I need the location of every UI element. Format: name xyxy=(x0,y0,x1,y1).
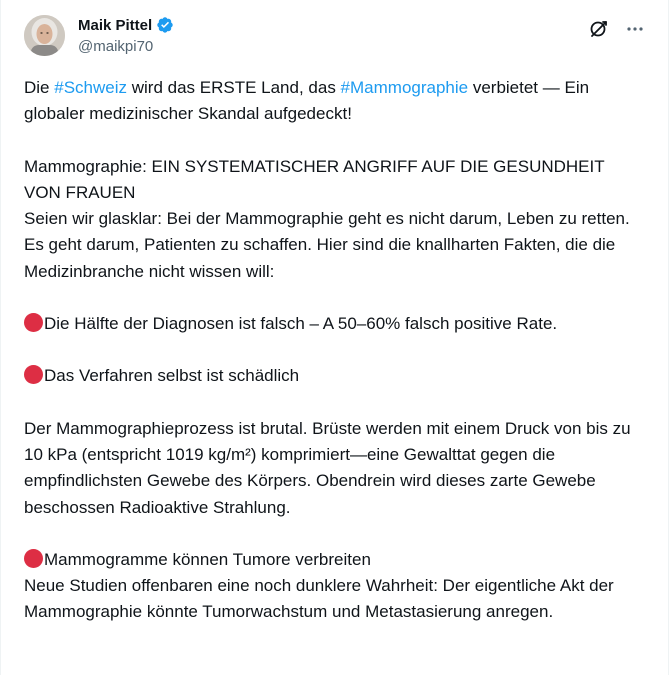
post-header xyxy=(24,12,652,60)
bullet-point-1-text: Die Hälfte der Diagnosen ist falsch – A 50–60% falsch positive Rate. xyxy=(44,314,558,334)
red-circle-emoji xyxy=(24,549,43,568)
more-icon[interactable] xyxy=(624,18,646,40)
display-name[interactable]: Maik Pittel xyxy=(78,16,153,34)
red-circle-emoji xyxy=(24,313,43,332)
post-intro xyxy=(24,75,644,128)
bullet-point-2-text: Das Verfahren selbst ist schädlich xyxy=(44,366,300,386)
section-body: Seien wir glasklar: Bei der Mammographie geht es nicht darum, Leben zu retten. Es geht darum, Patienten zu schaffen. Hier sind die knallharten Fakten, die die Medizinbranche nicht wissen will: xyxy=(24,209,630,281)
bullet-point-3 xyxy=(24,547,644,573)
author-names xyxy=(78,15,174,55)
verified-badge-icon[interactable] xyxy=(156,16,174,34)
bullet-point-3-text: Mammogramme können Tumore verbreiten xyxy=(44,549,371,569)
hashtag-mammographie[interactable]: #Mammographie xyxy=(340,78,469,97)
author-handle[interactable]: @maikpi70 xyxy=(78,38,154,55)
bullet-point-1 xyxy=(24,311,644,337)
intro-text-start: Die xyxy=(24,78,55,97)
grok-icon[interactable] xyxy=(588,18,610,40)
avatar[interactable] xyxy=(24,15,65,56)
bullet-point-2 xyxy=(24,363,644,389)
section-title: Mammographie: EIN SYSTEMATISCHER ANGRIFF AUF DIE GESUNDHEIT VON FRAUEN xyxy=(24,156,605,202)
post-text xyxy=(24,75,644,626)
intro-text-end: verbietet — Ein globaler medizinischer Skandal aufgedeckt! xyxy=(24,78,590,124)
paragraph-procedure: Der Mammographieprozess ist brutal. Brüste werden mit einem Druck von bis zu 10 kPa (entspricht 1019 kg/m²) komprimiert—eine Gewalttat gegen die empfindlichsten Gewebe des Körpers. Obendrein wird dieses zarte Gewebe beschossen Radioaktive Strahlung. xyxy=(24,418,631,517)
intro-text-middle: wird das ERSTE Land, das xyxy=(127,78,341,97)
red-circle-emoji xyxy=(24,365,43,384)
header-actions xyxy=(588,18,646,40)
hashtag-schweiz[interactable]: #Schweiz xyxy=(54,78,127,97)
paragraph-studies: Neue Studien offenbaren eine noch dunklere Wahrheit: Der eigentliche Akt der Mammographie könnte Tumorwachstum und Metastasierung anregen. xyxy=(24,576,614,622)
